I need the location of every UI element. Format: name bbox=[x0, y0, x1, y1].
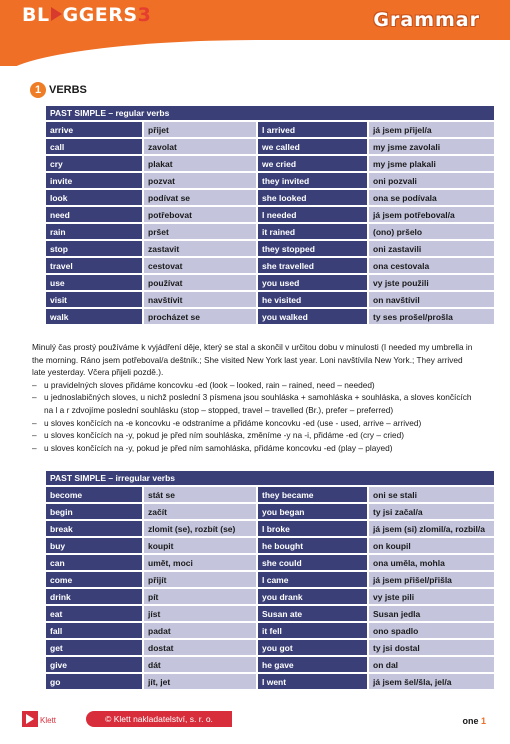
past-translation-cell: vy jste použili bbox=[367, 275, 494, 290]
translation-cell: pozvat bbox=[142, 173, 256, 188]
table-row bbox=[46, 606, 494, 621]
translation-cell: začít bbox=[142, 504, 256, 519]
klett-logo-icon bbox=[22, 711, 38, 727]
verb-cell: begin bbox=[46, 504, 142, 519]
past-form-cell: I arrived bbox=[256, 122, 367, 137]
table-row bbox=[46, 555, 494, 570]
past-translation-cell: já jsem šel/šla, jel/a bbox=[367, 674, 494, 689]
section-number: 1 bbox=[30, 82, 46, 98]
translation-cell: procházet se bbox=[142, 309, 256, 324]
translation-cell: pršet bbox=[142, 224, 256, 239]
translation-cell: potřebovat bbox=[142, 207, 256, 222]
translation-cell: koupit bbox=[142, 538, 256, 553]
table-row bbox=[46, 504, 494, 519]
table-row bbox=[46, 309, 494, 324]
past-translation-cell: on navštívil bbox=[367, 292, 494, 307]
section-heading: VERBS bbox=[49, 84, 87, 96]
past-translation-cell: my jsme zavolali bbox=[367, 139, 494, 154]
page-header bbox=[0, 0, 510, 66]
table-row bbox=[46, 623, 494, 638]
past-form-cell: I broke bbox=[256, 521, 367, 536]
past-translation-cell: ono spadlo bbox=[367, 623, 494, 638]
translation-cell: přijít bbox=[142, 572, 256, 587]
translation-cell: dostat bbox=[142, 640, 256, 655]
verb-cell: invite bbox=[46, 173, 142, 188]
footer-copyright: © Klett nakladatelství, s. r. o. bbox=[86, 711, 232, 727]
translation-cell: podívat se bbox=[142, 190, 256, 205]
past-translation-cell: oni se stali bbox=[367, 487, 494, 502]
translation-cell: přijet bbox=[142, 122, 256, 137]
past-form-cell: you began bbox=[256, 504, 367, 519]
page-number: one 1 bbox=[462, 716, 486, 726]
bloggers-logo: BL GGERS3 bbox=[22, 4, 152, 26]
verb-cell: go bbox=[46, 674, 142, 689]
verb-cell: buy bbox=[46, 538, 142, 553]
past-translation-cell: ona cestovala bbox=[367, 258, 494, 273]
table-row bbox=[46, 207, 494, 222]
past-translation-cell: já jsem potřeboval/a bbox=[367, 207, 494, 222]
past-form-cell: you walked bbox=[256, 309, 367, 324]
play-icon bbox=[51, 7, 62, 21]
past-form-cell: it fell bbox=[256, 623, 367, 638]
past-translation-cell: (ono) pršelo bbox=[367, 224, 494, 239]
table-heading: PAST SIMPLE – regular verbs bbox=[46, 106, 494, 120]
table-row bbox=[46, 572, 494, 587]
past-translation-cell: ty ses prošel/prošla bbox=[367, 309, 494, 324]
past-form-cell: Susan ate bbox=[256, 606, 367, 621]
past-form-cell: I came bbox=[256, 572, 367, 587]
verb-cell: need bbox=[46, 207, 142, 222]
past-form-cell: you got bbox=[256, 640, 367, 655]
past-form-cell: it rained bbox=[256, 224, 367, 239]
verb-cell: look bbox=[46, 190, 142, 205]
past-form-cell: she looked bbox=[256, 190, 367, 205]
past-form-cell: they became bbox=[256, 487, 367, 502]
translation-cell: padat bbox=[142, 623, 256, 638]
rule-item: – u sloves končících na -y, pokud je před ním souhláska, změníme -y na -i, přidáme -ed (cry – cried) bbox=[32, 429, 478, 442]
past-form-cell: you drank bbox=[256, 589, 367, 604]
translation-cell: stát se bbox=[142, 487, 256, 502]
translation-cell: zavolat bbox=[142, 139, 256, 154]
past-translation-cell: on dal bbox=[367, 657, 494, 672]
verb-cell: arrive bbox=[46, 122, 142, 137]
verb-cell: call bbox=[46, 139, 142, 154]
past-form-cell: we cried bbox=[256, 156, 367, 171]
translation-cell: zlomit (se), rozbít (se) bbox=[142, 521, 256, 536]
past-translation-cell: oni zastavili bbox=[367, 241, 494, 256]
past-form-cell: she could bbox=[256, 555, 367, 570]
verb-cell: give bbox=[46, 657, 142, 672]
past-form-cell: I needed bbox=[256, 207, 367, 222]
table-row bbox=[46, 674, 494, 689]
verb-cell: walk bbox=[46, 309, 142, 324]
past-form-cell: he bought bbox=[256, 538, 367, 553]
grammar-explanation bbox=[32, 341, 478, 454]
translation-cell: zastavit bbox=[142, 241, 256, 256]
past-form-cell: he visited bbox=[256, 292, 367, 307]
section-title: Grammar bbox=[373, 9, 480, 31]
verb-cell: break bbox=[46, 521, 142, 536]
table-row bbox=[46, 122, 494, 137]
table-row bbox=[46, 190, 494, 205]
past-translation-cell: ona uměla, mohla bbox=[367, 555, 494, 570]
past-translation-cell: oni pozvali bbox=[367, 173, 494, 188]
rule-item: – u jednoslabičných sloves, u nichž poslední 3 písmena jsou souhláska + samohláska + souhláska, a sloves končících na l a r zdvojíme poslední souhlásku (stop – stopped, travel – travelled (Br.), prefer – preferred) bbox=[32, 391, 478, 416]
rule-item: – u pravidelných sloves přidáme koncovku -ed (look – looked, rain – rained, need – needed) bbox=[32, 379, 478, 392]
table-row bbox=[46, 241, 494, 256]
past-form-cell: I went bbox=[256, 674, 367, 689]
translation-cell: navštívit bbox=[142, 292, 256, 307]
intro-paragraph: Minulý čas prostý používáme k vyjádření děje, který se stal a skončil v určitou dobu v minulosti (I needed my umbrella in the morning. Ráno jsem potřeboval/a deštník.; She visited New York last year. Loni navštívila New York.; They arrived late yesterday. Včera přijeli pozdě.). bbox=[32, 342, 473, 378]
table-row bbox=[46, 487, 494, 502]
verb-cell: can bbox=[46, 555, 142, 570]
verb-cell: visit bbox=[46, 292, 142, 307]
table-row bbox=[46, 156, 494, 171]
past-translation-cell: ona se podívala bbox=[367, 190, 494, 205]
verb-cell: become bbox=[46, 487, 142, 502]
translation-cell: umět, moci bbox=[142, 555, 256, 570]
past-translation-cell: ty jsi začal/a bbox=[367, 504, 494, 519]
table-row bbox=[46, 139, 494, 154]
translation-cell: plakat bbox=[142, 156, 256, 171]
table-row bbox=[46, 521, 494, 536]
translation-cell: cestovat bbox=[142, 258, 256, 273]
translation-cell: používat bbox=[142, 275, 256, 290]
verb-cell: use bbox=[46, 275, 142, 290]
past-form-cell: she travelled bbox=[256, 258, 367, 273]
past-translation-cell: vy jste pili bbox=[367, 589, 494, 604]
translation-cell: dát bbox=[142, 657, 256, 672]
verb-cell: cry bbox=[46, 156, 142, 171]
verb-cell: travel bbox=[46, 258, 142, 273]
table-row bbox=[46, 292, 494, 307]
irregular-verbs-table bbox=[46, 469, 494, 691]
past-translation-cell: Susan jedla bbox=[367, 606, 494, 621]
header-curve bbox=[0, 40, 510, 80]
table-row bbox=[46, 275, 494, 290]
table-row bbox=[46, 589, 494, 604]
verb-cell: fall bbox=[46, 623, 142, 638]
translation-cell: jíst bbox=[142, 606, 256, 621]
footer-brand: Klett bbox=[40, 716, 57, 725]
past-form-cell: they invited bbox=[256, 173, 367, 188]
past-form-cell: they stopped bbox=[256, 241, 367, 256]
table-row bbox=[46, 258, 494, 273]
translation-cell: jít, jet bbox=[142, 674, 256, 689]
past-translation-cell: ty jsi dostal bbox=[367, 640, 494, 655]
rule-item: – u sloves končících na -y, pokud je před ním samohláska, přidáme koncovku -ed (play – played) bbox=[32, 442, 478, 455]
past-translation-cell: my jsme plakali bbox=[367, 156, 494, 171]
past-translation-cell: on koupil bbox=[367, 538, 494, 553]
table-row bbox=[46, 657, 494, 672]
verb-cell: stop bbox=[46, 241, 142, 256]
verb-cell: eat bbox=[46, 606, 142, 621]
verb-cell: come bbox=[46, 572, 142, 587]
table-row bbox=[46, 224, 494, 239]
past-form-cell: we called bbox=[256, 139, 367, 154]
verb-cell: get bbox=[46, 640, 142, 655]
table-row bbox=[46, 640, 494, 655]
past-translation-cell: já jsem přijel/a bbox=[367, 122, 494, 137]
rule-item: – u sloves končících na -e koncovku -e odstraníme a přidáme koncovku -ed (use - used, arrive – arrived) bbox=[32, 417, 478, 430]
table-row bbox=[46, 173, 494, 188]
table-heading: PAST SIMPLE – irregular verbs bbox=[46, 471, 494, 485]
translation-cell: pít bbox=[142, 589, 256, 604]
table-row bbox=[46, 538, 494, 553]
verb-cell: drink bbox=[46, 589, 142, 604]
past-form-cell: he gave bbox=[256, 657, 367, 672]
past-translation-cell: já jsem (si) zlomil/a, rozbil/a bbox=[367, 521, 494, 536]
rules-list bbox=[32, 379, 478, 455]
regular-verbs-table bbox=[46, 104, 494, 326]
past-form-cell: you used bbox=[256, 275, 367, 290]
past-translation-cell: já jsem přišel/přišla bbox=[367, 572, 494, 587]
verb-cell: rain bbox=[46, 224, 142, 239]
